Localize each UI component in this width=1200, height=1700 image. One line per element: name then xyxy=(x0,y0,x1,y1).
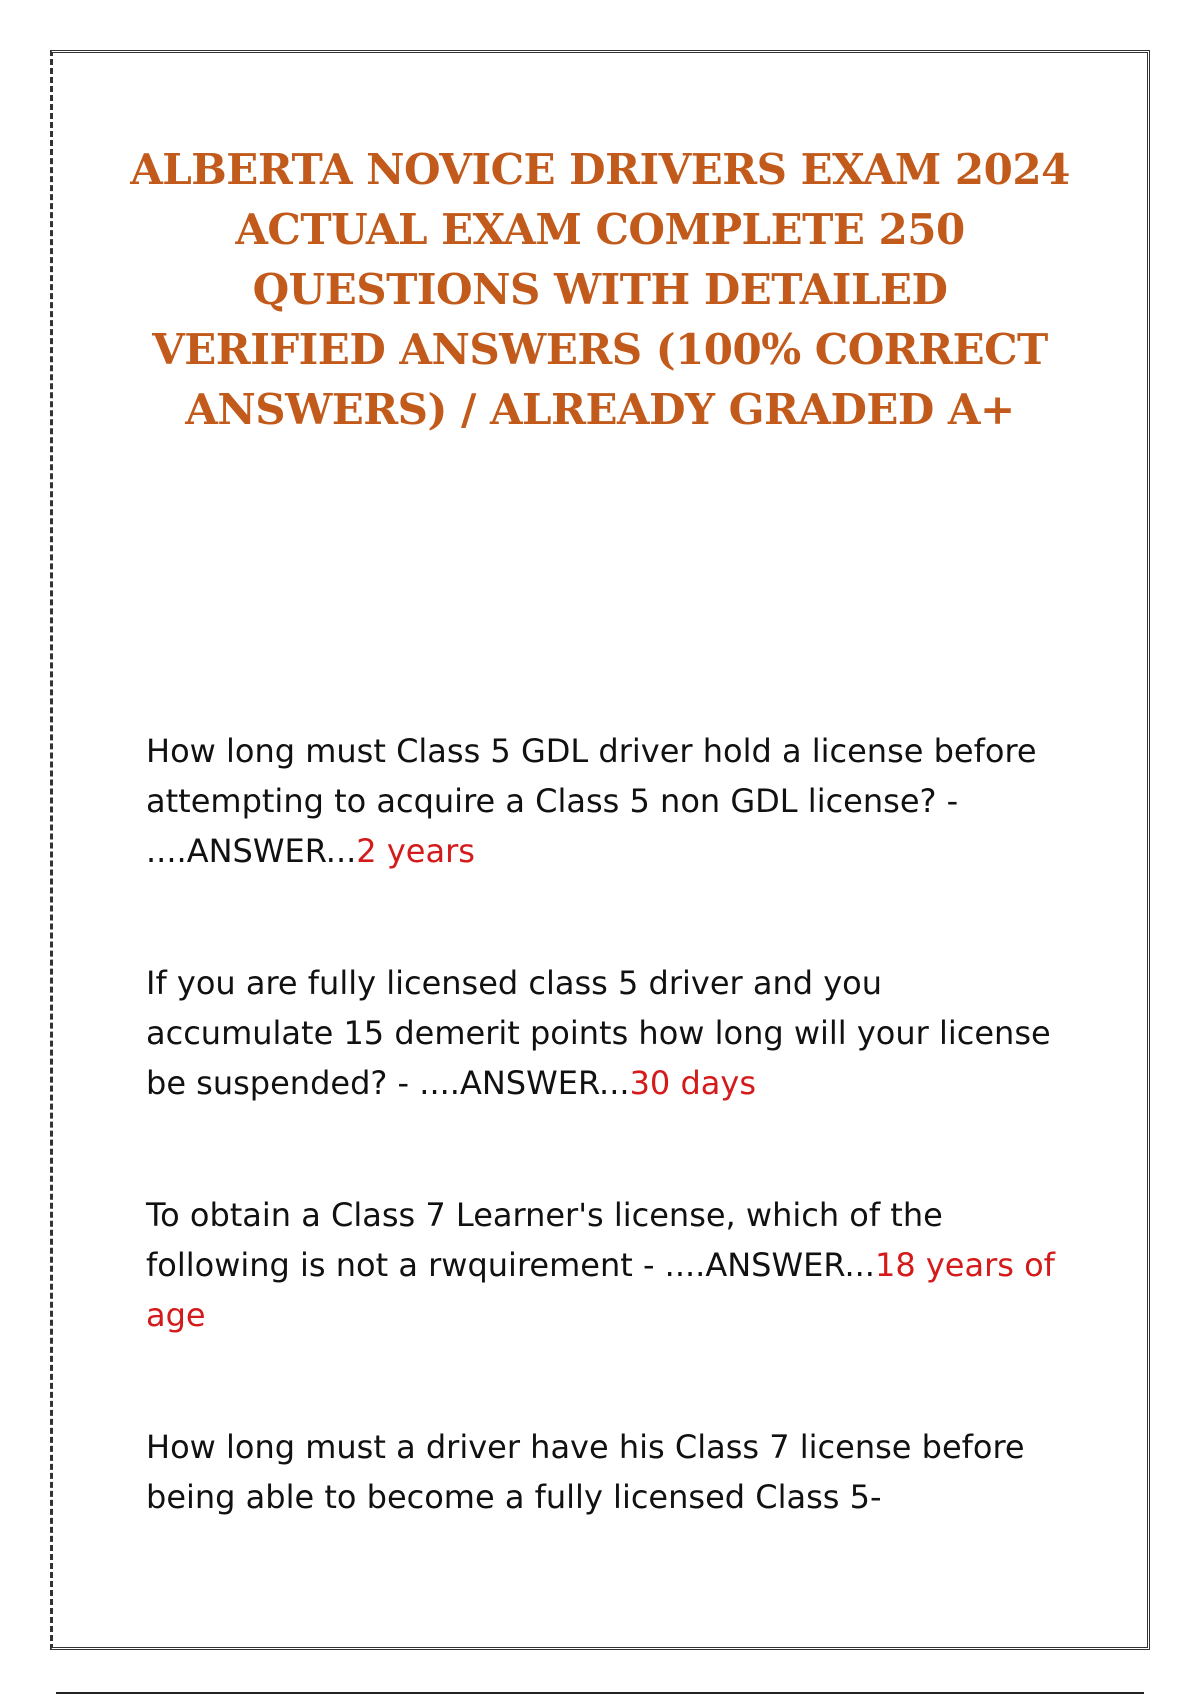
answer-marker: - ....ANSWER... xyxy=(632,1246,875,1284)
question-text: To obtain a Class 7 Learner's license, which of the following is not a rwquirement xyxy=(146,1196,943,1284)
question-item xyxy=(146,1190,1076,1340)
answer-marker: - ....ANSWER... xyxy=(387,1064,630,1102)
bottom-divider xyxy=(56,1692,1144,1694)
question-text: If you are fully licensed class 5 driver and you accumulate 15 demerit points how long will your license be suspended? xyxy=(146,964,1051,1102)
question-item xyxy=(146,726,1076,876)
question-item xyxy=(146,1422,1076,1522)
question-text: How long must Class 5 GDL driver hold a license before attempting to acquire a Class 5 non GDL license? xyxy=(146,732,1037,820)
question-item xyxy=(146,958,1076,1108)
answer-text: 2 years xyxy=(356,832,475,870)
answer-marker: - ....ANSWER... xyxy=(146,782,959,870)
document-title: ALBERTA NOVICE DRIVERS EXAM 2024 ACTUAL EXAM COMPLETE 250 QUESTIONS WITH DETAILED VERIFIED ANSWERS (100% CORRECT ANSWERS) / ALREADY GRADED A+ xyxy=(130,145,1070,434)
question-text: How long must a driver have his Class 7 license before being able to become a fully licensed Class 5- xyxy=(146,1428,1025,1516)
question-list xyxy=(146,726,1076,1604)
answer-text: 30 days xyxy=(629,1064,756,1102)
answer-text: 18 years of age xyxy=(146,1246,1055,1334)
